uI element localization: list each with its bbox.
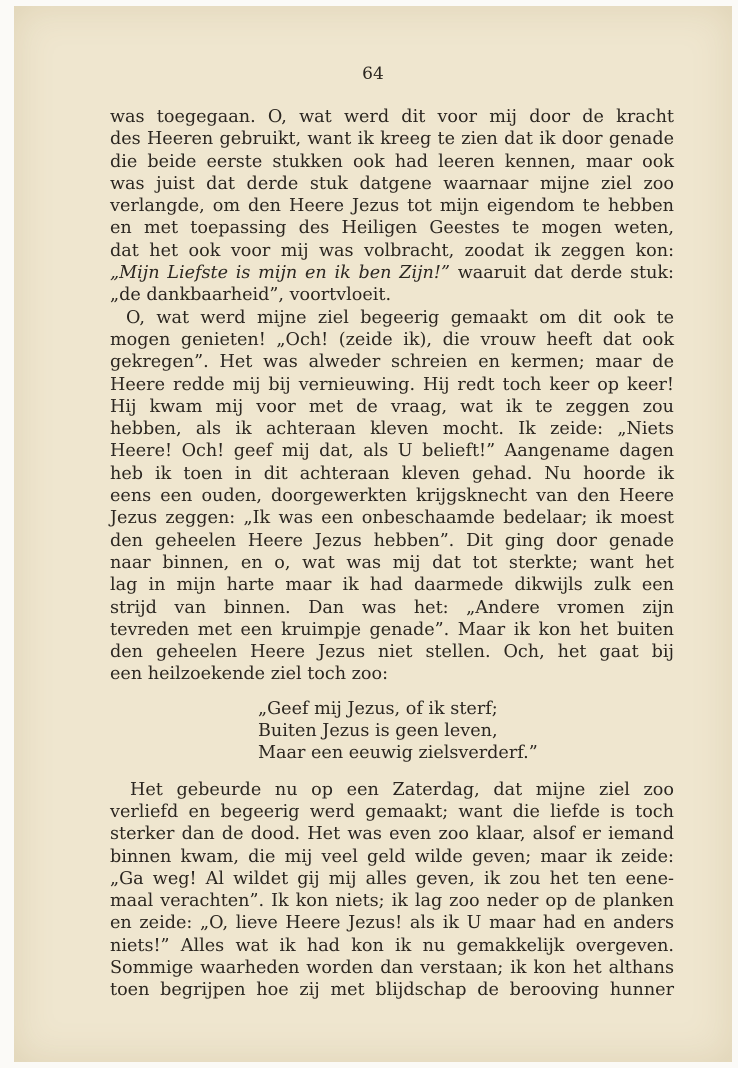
text-line: Hij kwam mij voor met de vraag, wat ik te zeggen zou — [110, 396, 674, 417]
text-line: des Heeren gebruikt, want ik kreeg te zien dat ik door genade — [110, 129, 674, 150]
text-line: en met toepassing des Heiligen Geestes te mogen weten, — [110, 218, 674, 239]
text-line: gekregen”. Het was alweder schreien en kermen; maar de — [110, 352, 674, 373]
text-line: mogen genieten! „Och! (zeide ik), die vrouw heeft dat ook — [110, 329, 674, 350]
poem — [110, 698, 674, 765]
text-line: heb ik toen in dit achteraan kleven gehad. Nu hoorde ik — [110, 463, 674, 484]
text-line: maal verachten”. Ik kon niets; ik lag zoo neder op de planken — [110, 891, 674, 912]
text-line: toen begrijpen hoe zij met blijdschap de berooving hunner — [110, 980, 674, 1001]
paragraph-1 — [110, 106, 674, 307]
page-number: 64 — [362, 64, 384, 84]
text-line: sterker dan de dood. Het was even zoo klaar, alsof er iemand — [110, 824, 674, 845]
body-text — [110, 106, 674, 1002]
book-page — [14, 6, 732, 1062]
paragraph-3 — [110, 779, 674, 1002]
text-line: „de dankbaarheid”, voortvloeit. — [110, 285, 392, 306]
poem-line: Maar een eeuwig zielsverderf.” — [258, 743, 538, 764]
paragraph-2 — [110, 307, 674, 686]
text-line: naar binnen, en o, wat was mij dat tot sterkte; want het — [110, 552, 674, 573]
poem-line: Buiten Jezus is geen leven, — [258, 721, 498, 742]
text-fragment: waaruit dat derde stuk: — [449, 263, 674, 284]
text-line: eens een ouden, doorgewerkten krijgsknecht van den Heere — [110, 486, 674, 507]
text-line: dat het ook voor mij was volbracht, zoodat ik zeggen kon: — [110, 240, 674, 261]
text-line: niets!” Alles wat ik had kon ik nu gemakkelijk overgeven. — [110, 935, 674, 956]
text-line: Het gebeurde nu op een Zaterdag, dat mijne ziel zoo — [130, 779, 674, 800]
poem-line: „Geef mij Jezus, of ik sterf; — [258, 698, 498, 719]
text-line: die beide eerste stukken ook had leeren kennen, maar ook — [110, 151, 674, 172]
text-line: was toegegaan. O, wat werd dit voor mij door de kracht — [110, 107, 674, 127]
italic-quote: „Mijn Liefste is mijn en ik ben Zijn!” — [110, 263, 450, 284]
text-line: Heere redde mij bij vernieuwing. Hij redt toch keer op keer! — [110, 374, 674, 395]
text-line: O, wat werd mijne ziel begeerig gemaakt om dit ook te — [126, 307, 674, 328]
text-line: den geheelen Heere Jezus niet stellen. Och, het gaat bij — [110, 642, 674, 663]
text-line: strijd van binnen. Dan was het: „Andere vromen zijn — [110, 597, 674, 618]
text-line: Heere! Och! geef mij dat, als U belieft!” Aangename dagen — [110, 441, 674, 462]
text-line: verliefd en begeerig werd gemaakt; want die liefde is toch — [110, 801, 674, 822]
text-line: „Ga weg! Al wildet gij mij alles geven, ik zou het ten eene- — [110, 868, 674, 889]
text-line: den geheelen Heere Jezus hebben”. Dit ging door genade — [110, 530, 674, 551]
text-line: Jezus zeggen: „Ik was een onbeschaamde bedelaar; ik moest — [110, 508, 674, 529]
text-line: verlangde, om den Heere Jezus tot mijn eigendom te hebben — [110, 196, 674, 217]
text-line: binnen kwam, die mij veel geld wilde geven; maar ik zeide: — [110, 846, 674, 867]
text-line: en zeide: „O, lieve Heere Jezus! als ik U maar had en anders — [110, 913, 674, 934]
text-line: tevreden met een kruimpje genade”. Maar ik kon het buiten — [110, 619, 674, 640]
text-line: Sommige waarheden worden dan verstaan; ik kon het althans — [110, 957, 674, 978]
text-line: was juist dat derde stuk datgene waarnaar mijne ziel zoo — [110, 173, 674, 194]
text-line — [110, 262, 674, 284]
text-line: lag in mijn harte maar ik had daarmede dikwijls zulk een — [110, 575, 674, 596]
text-line: een heilzoekende ziel toch zoo: — [110, 664, 389, 685]
text-line: hebben, als ik achteraan kleven mocht. Ik zeide: „Niets — [110, 419, 674, 440]
